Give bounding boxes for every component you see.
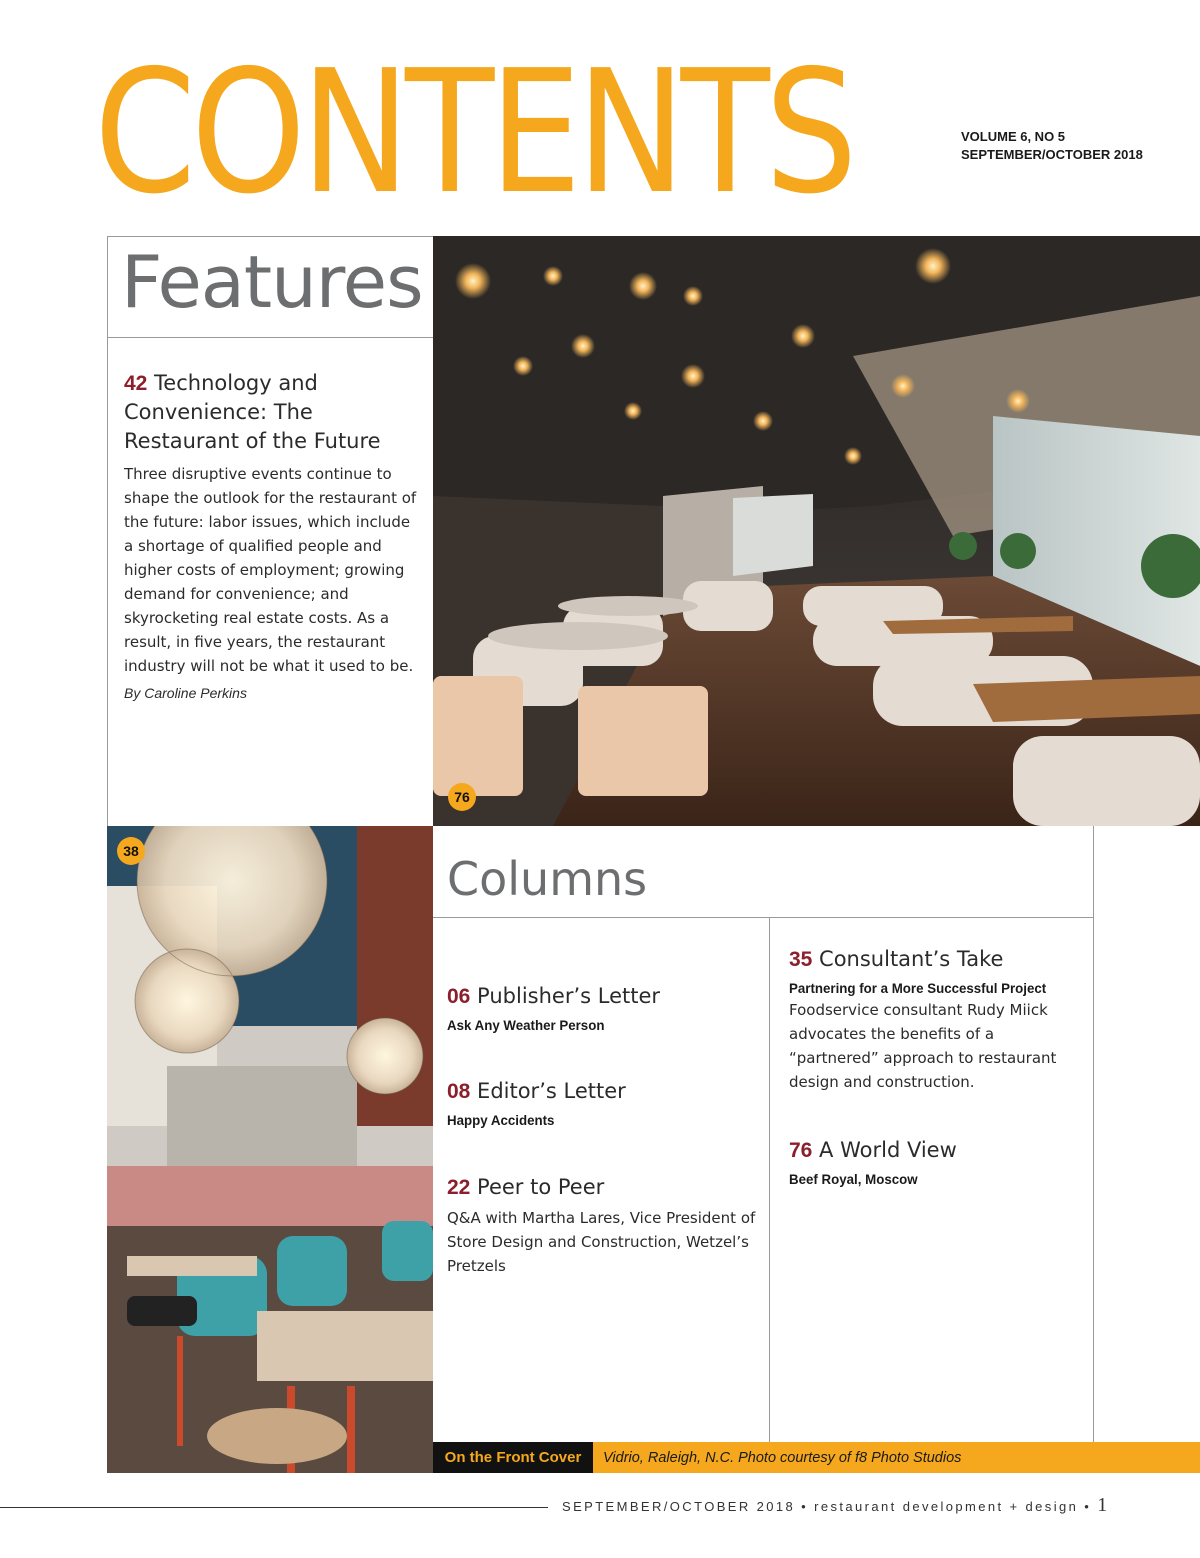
columns-section: [433, 826, 1094, 1442]
column-item-peer-to-peer[interactable]: [447, 1173, 757, 1278]
column-title: [447, 1077, 757, 1106]
front-cover-bar: [433, 1442, 1200, 1473]
column-title: [789, 1136, 1084, 1165]
restaurant-interior-illustration: [433, 236, 1200, 826]
front-cover-label: On the Front Cover: [433, 1442, 593, 1473]
footer-rule: [0, 1507, 548, 1508]
front-cover-credit: Vidrio, Raleigh, N.C. Photo courtesy of f8 Photo Studios: [603, 1449, 962, 1466]
page-badge-38: 38: [117, 837, 145, 865]
features-section: [107, 236, 433, 826]
column-page-number: 35: [789, 948, 813, 971]
column-title: [447, 1173, 757, 1202]
columns-divider: [769, 918, 770, 1442]
column-description: Foodservice consultant Rudy Miick advocates the benefits of a “partnered” approach to restaurant design and construction.: [789, 1001, 1057, 1091]
footer: [562, 1494, 1107, 1517]
column-description: Q&A with Martha Lares, Vice President of Store Design and Construction, Wetzel’s Pretzels: [447, 1209, 756, 1275]
issue-date: SEPTEMBER/OCTOBER 2018: [961, 147, 1143, 162]
restaurant-interior-photo: [433, 236, 1200, 826]
column-page-number: 08: [447, 1080, 471, 1103]
issue-info: [961, 128, 1143, 164]
column-subtitle: Beef Royal, Moscow: [789, 1171, 918, 1187]
column-page-number: 22: [447, 1176, 471, 1199]
feature-item[interactable]: [124, 369, 424, 701]
feature-title: [124, 369, 424, 456]
column-title-text: Publisher’s Letter: [477, 984, 661, 1008]
masthead-title: CONTENTS: [94, 34, 853, 232]
column-page-number: 06: [447, 985, 471, 1008]
restaurant-side-photo: [107, 826, 433, 1473]
footer-text: SEPTEMBER/OCTOBER 2018 • restaurant development + design •: [562, 1499, 1092, 1514]
feature-title-text: Technology and Convenience: The Restaurant of the Future: [124, 371, 381, 453]
column-subtitle: Happy Accidents: [447, 1112, 555, 1128]
feature-byline: By Caroline Perkins: [124, 685, 247, 701]
features-heading: Features: [108, 237, 434, 338]
column-item-consultants-take[interactable]: [789, 945, 1084, 1094]
column-page-number: 76: [789, 1139, 813, 1162]
column-subtitle: Ask Any Weather Person: [447, 1017, 605, 1033]
column-title-text: Peer to Peer: [477, 1175, 605, 1199]
feature-description: Three disruptive events continue to shape the outlook for the restaurant of the future: labor issues, which include a shortage of qualified people and higher costs of employment; growing demand for convenience; and skyrocketing real estate costs. As a result, in five years, the restaurant industry will not be what it used to be.: [124, 465, 417, 675]
columns-heading: Columns: [433, 826, 1093, 918]
column-item-publishers-letter[interactable]: [447, 982, 757, 1035]
column-item-a-world-view[interactable]: [789, 1136, 1084, 1189]
feature-page-number: 42: [124, 372, 148, 395]
restaurant-side-illustration: [107, 826, 433, 1473]
column-subtitle: Partnering for a More Successful Project: [789, 980, 1047, 996]
column-item-editors-letter[interactable]: [447, 1077, 757, 1130]
page-number: 1: [1097, 1494, 1108, 1516]
column-title: [789, 945, 1084, 974]
column-title-text: Editor’s Letter: [477, 1079, 626, 1103]
column-title-text: A World View: [819, 1138, 957, 1162]
column-title: [447, 982, 757, 1011]
column-title-text: Consultant’s Take: [819, 947, 1004, 971]
volume-label: VOLUME 6, NO 5: [961, 129, 1066, 144]
page-badge-76: 76: [448, 783, 476, 811]
